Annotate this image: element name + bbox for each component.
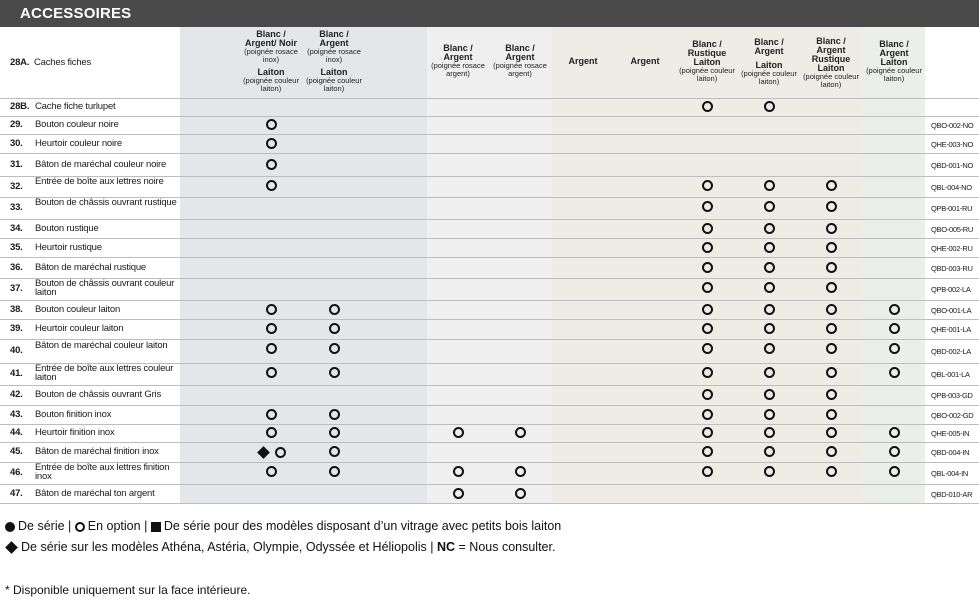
header-sublabel: inox)	[325, 54, 343, 64]
option-circle-icon	[702, 427, 713, 438]
row-label: Heurtoir rustique	[35, 241, 102, 253]
row-divider	[0, 385, 979, 386]
option-circle-icon	[889, 446, 900, 457]
option-circle-icon	[764, 389, 775, 400]
header-label: Laiton	[880, 57, 908, 67]
header-label: Blanc /	[256, 29, 286, 39]
header-label: Blanc /	[816, 36, 846, 46]
product-code: QBL-001-LA	[931, 370, 970, 379]
option-circle-icon	[702, 367, 713, 378]
section-header-bar	[0, 0, 979, 27]
option-circle-icon	[266, 119, 277, 130]
row-label: Entrée de boîte aux lettres noire	[35, 175, 164, 187]
row-number: 35.	[10, 241, 23, 253]
row-label: Heurtoir finition inox	[35, 427, 115, 438]
option-circle-icon	[764, 201, 775, 212]
product-code: QBL-004-NO	[931, 182, 972, 192]
option-circle-icon	[889, 466, 900, 477]
column-header-c5	[549, 57, 617, 66]
option-circle-icon	[702, 343, 713, 354]
legend-option: En option	[87, 519, 141, 533]
row-label: Bâton de maréchal couleur laiton	[35, 340, 168, 351]
header-sublabel: (poignée couleur	[306, 76, 362, 85]
header-sublabel: (poignée rosace	[431, 61, 485, 70]
row-divider	[0, 257, 979, 258]
header-label: Argent	[568, 56, 598, 66]
legend-nc: NC	[436, 540, 456, 554]
row-label: Bouton couleur noire	[35, 119, 119, 130]
option-circle-icon	[266, 343, 277, 354]
row-number: 28B.	[10, 101, 30, 112]
header-label: Blanc /	[692, 39, 722, 49]
row-label: Caches fiches	[34, 57, 92, 68]
option-circle-icon	[826, 223, 837, 234]
header-sublabel: argent)	[446, 68, 470, 78]
row-label: Bâton de maréchal couleur noire	[35, 158, 167, 170]
column-header-c4	[486, 44, 554, 77]
product-code: QBD-010-AR	[931, 489, 973, 499]
row-label: Heurtoir couleur noire	[35, 137, 122, 149]
option-circle-icon	[826, 323, 837, 334]
row-label: Bouton de châssis ouvrant rustique	[35, 197, 177, 208]
row-label: Entrée de boîte aux lettres couleur laiton	[35, 363, 174, 383]
row-divider	[0, 98, 979, 99]
legend-standard-brass: De série pour des modèles disposant d’un vitrage avec petits bois laiton	[163, 519, 562, 533]
row-number: 28A.	[10, 57, 30, 68]
column-header-c6	[611, 57, 679, 66]
product-code: QHE-005-IN	[931, 429, 970, 438]
header-label: Blanc /	[319, 29, 349, 39]
option-circle-icon	[889, 304, 900, 315]
product-code: QHE-003-NO	[931, 139, 974, 149]
product-code: QPB-001-RU	[931, 204, 973, 213]
row-number: 36.	[10, 261, 23, 273]
option-circle-icon	[826, 201, 837, 212]
option-circle-icon	[266, 180, 277, 191]
option-circle-icon	[329, 304, 340, 315]
option-circle-icon	[764, 101, 775, 112]
header-label: Argent/ Noir	[244, 38, 297, 48]
column-header-c3	[424, 44, 492, 77]
row-number: 29.	[10, 119, 23, 130]
option-circle-icon	[826, 466, 837, 477]
option-circle-icon	[453, 466, 464, 477]
option-circle-icon	[702, 180, 713, 191]
legend-separator: |	[68, 519, 72, 533]
option-circle-icon	[764, 409, 775, 420]
row-number: 47.	[10, 487, 23, 499]
option-circle-icon	[826, 282, 837, 293]
option-circle-icon	[329, 409, 340, 420]
row-number: 31.	[10, 158, 23, 170]
filled-diamond-icon	[5, 541, 18, 554]
option-circle-icon	[702, 201, 713, 212]
header-sublabel: laiton)	[696, 73, 718, 83]
header-sublabel: (poignée couleur	[243, 76, 299, 85]
option-circle-icon	[329, 323, 340, 334]
option-circle-icon	[515, 427, 526, 438]
header-label: Rustique	[687, 48, 727, 58]
row-label: Heurtoir couleur laiton	[35, 323, 124, 334]
option-circle-icon	[764, 242, 775, 253]
product-code: QPB-003-GD	[931, 391, 973, 400]
header-sublabel: laiton)	[820, 79, 842, 89]
product-code: QBL-004-IN	[931, 469, 969, 478]
option-circle-icon	[515, 466, 526, 477]
column-header-c7	[673, 40, 741, 82]
row-number: 33.	[10, 202, 23, 213]
row-label: Bouton de châssis ouvrant couleur laiton	[35, 278, 175, 298]
row-divider	[0, 503, 979, 504]
option-circle-icon	[275, 447, 286, 458]
header-label: Rustique	[811, 54, 851, 64]
header-sublabel: (poignée rosace	[307, 47, 361, 56]
header-sublabel: (poignée couleur	[679, 66, 735, 75]
option-circle-icon	[889, 367, 900, 378]
option-circle-icon	[764, 323, 775, 334]
option-circle-icon	[764, 180, 775, 191]
header-label: Laiton	[817, 63, 845, 73]
option-circle-icon	[826, 427, 837, 438]
row-divider	[0, 319, 979, 320]
row-divider	[0, 405, 979, 406]
row-label: Bâton de maréchal rustique	[35, 261, 146, 273]
option-circle-icon	[266, 323, 277, 334]
option-circle-icon	[702, 223, 713, 234]
option-circle-icon	[702, 242, 713, 253]
row-divider	[0, 484, 979, 485]
option-circle-icon	[764, 446, 775, 457]
option-circle-icon	[889, 343, 900, 354]
row-number: 41.	[10, 368, 23, 379]
row-number: 45.	[10, 446, 23, 457]
row-divider	[0, 134, 979, 135]
option-circle-icon	[329, 446, 340, 457]
header-sublabel: laiton)	[323, 83, 345, 93]
header-label: Argent	[505, 52, 535, 62]
row-number: 43.	[10, 408, 23, 420]
product-code: QBD-002-LA	[931, 347, 971, 356]
option-circle-icon	[702, 323, 713, 334]
row-divider	[0, 219, 979, 220]
option-circle-icon	[889, 323, 900, 334]
option-circle-icon	[764, 466, 775, 477]
option-circle-icon	[266, 427, 277, 438]
column-header-c10	[860, 40, 928, 82]
legend-separator: |	[144, 519, 148, 533]
option-circle-icon	[826, 409, 837, 420]
header-label: Argent	[754, 46, 784, 56]
option-circle-icon	[702, 101, 713, 112]
product-code: QHE-001-LA	[931, 325, 971, 334]
row-label: Bouton rustique	[35, 222, 99, 234]
row-label: Bâton de maréchal ton argent	[35, 487, 155, 499]
option-circle-icon	[266, 304, 277, 315]
row-divider	[0, 442, 979, 443]
row-number: 44.	[10, 427, 23, 438]
option-circle-icon	[329, 343, 340, 354]
option-circle-icon	[764, 367, 775, 378]
filled-circle-icon	[5, 522, 15, 532]
option-circle-icon	[764, 223, 775, 234]
section-title: ACCESSOIRES	[20, 5, 132, 22]
row-number: 34.	[10, 222, 23, 234]
header-sublabel: argent)	[508, 68, 532, 78]
header-label: Laiton	[320, 67, 348, 77]
product-code: QBO-002-GD	[931, 410, 974, 420]
column-header-c8	[735, 38, 803, 85]
row-number: 39.	[10, 323, 23, 334]
product-code: QBD-001-NO	[931, 160, 974, 170]
header-sublabel: laiton)	[758, 76, 780, 86]
option-circle-icon	[329, 427, 340, 438]
option-circle-icon	[764, 262, 775, 273]
header-label: Blanc /	[443, 43, 473, 53]
option-circle-icon	[702, 466, 713, 477]
product-code: QBO-005-RU	[931, 224, 974, 234]
column-header-c1	[237, 30, 305, 92]
header-label: Argent	[879, 48, 909, 58]
legend-line-2	[5, 540, 555, 554]
option-circle-icon	[764, 427, 775, 438]
option-circle-icon	[702, 446, 713, 457]
option-circle-icon	[826, 389, 837, 400]
header-sublabel: laiton)	[883, 73, 905, 83]
option-circle-icon	[826, 262, 837, 273]
row-label: Bouton de châssis ouvrant Gris	[35, 389, 162, 400]
header-label: Argent	[443, 52, 473, 62]
option-circle-icon	[702, 262, 713, 273]
row-divider	[0, 116, 979, 117]
option-circle-icon	[826, 180, 837, 191]
option-circle-icon	[826, 242, 837, 253]
header-sublabel: (poignée couleur	[741, 69, 797, 78]
product-code: QBO-002-NO	[931, 121, 974, 130]
filled-square-icon	[151, 522, 161, 532]
option-circle-icon	[329, 466, 340, 477]
row-label: Entrée de boîte aux lettres finition inox	[35, 462, 170, 482]
row-divider	[0, 153, 979, 154]
option-circle-icon	[826, 367, 837, 378]
header-label: Blanc /	[879, 39, 909, 49]
legend-consult: = Nous consulter.	[458, 540, 556, 554]
footnote: * Disponible uniquement sur la face intérieure.	[5, 583, 251, 597]
product-code: QBD-004-IN	[931, 448, 970, 457]
row-label: Bâton de maréchal finition inox	[35, 446, 159, 457]
row-divider	[0, 238, 979, 239]
option-circle-icon	[266, 367, 277, 378]
column-header-c9	[797, 37, 865, 88]
header-sublabel: (poignée couleur	[866, 66, 922, 75]
product-code: QHE-002-RU	[931, 243, 973, 253]
option-circle-icon	[702, 282, 713, 293]
row-label: Cache fiche turlupet	[35, 101, 116, 112]
header-sublabel: inox)	[262, 54, 280, 64]
legend-line-1	[5, 519, 561, 533]
option-circle-icon	[702, 304, 713, 315]
row-divider	[0, 300, 979, 301]
legend-separator: |	[430, 540, 434, 554]
product-code: QBD-003-RU	[931, 263, 973, 273]
header-sublabel: (poignée rosace	[244, 47, 298, 56]
header-label: Laiton	[693, 57, 721, 67]
row-number: 46.	[10, 467, 23, 478]
header-sublabel: (poignée couleur	[803, 72, 859, 81]
option-circle-icon	[826, 304, 837, 315]
row-number: 38.	[10, 303, 23, 315]
option-circle-icon	[266, 159, 277, 170]
header-sublabel: laiton)	[260, 83, 282, 93]
option-circle-icon	[266, 409, 277, 420]
option-circle-icon	[764, 282, 775, 293]
row-number: 37.	[10, 283, 23, 294]
row-label: Bouton finition inox	[35, 408, 112, 420]
header-label: Laiton	[257, 67, 285, 77]
header-label: Argent	[816, 45, 846, 55]
option-circle-icon	[826, 446, 837, 457]
option-circle-icon	[453, 488, 464, 499]
option-circle-icon	[702, 389, 713, 400]
header-label: Argent	[319, 38, 349, 48]
option-circle-icon	[266, 466, 277, 477]
legend-standard-models: De série sur les modèles Athéna, Astéria, Olympie, Odyssée et Héliopolis	[21, 540, 427, 554]
header-label: Laiton	[755, 60, 783, 70]
header-label: Blanc /	[754, 37, 784, 47]
row-number: 42.	[10, 389, 23, 400]
open-circle-icon	[75, 522, 85, 532]
option-circle-icon	[329, 367, 340, 378]
header-label: Blanc /	[505, 43, 535, 53]
product-code: QBO-001-LA	[931, 305, 972, 315]
option-circle-icon	[764, 343, 775, 354]
option-circle-icon	[515, 488, 526, 499]
row-number: 30.	[10, 137, 23, 149]
option-circle-icon	[702, 409, 713, 420]
row-number: 40.	[10, 345, 23, 356]
column-header-c2	[300, 30, 368, 92]
header-sublabel: (poignée rosace	[493, 61, 547, 70]
header-label: Argent	[630, 56, 660, 66]
row-number: 32.	[10, 180, 23, 192]
option-circle-icon	[826, 343, 837, 354]
option-circle-icon	[266, 138, 277, 149]
option-circle-icon	[889, 427, 900, 438]
row-divider	[0, 424, 979, 425]
row-label: Bouton couleur laiton	[35, 303, 121, 315]
option-circle-icon	[764, 304, 775, 315]
product-code: QPB-002-LA	[931, 285, 971, 294]
option-circle-icon	[453, 427, 464, 438]
legend-standard: De série	[18, 519, 65, 533]
